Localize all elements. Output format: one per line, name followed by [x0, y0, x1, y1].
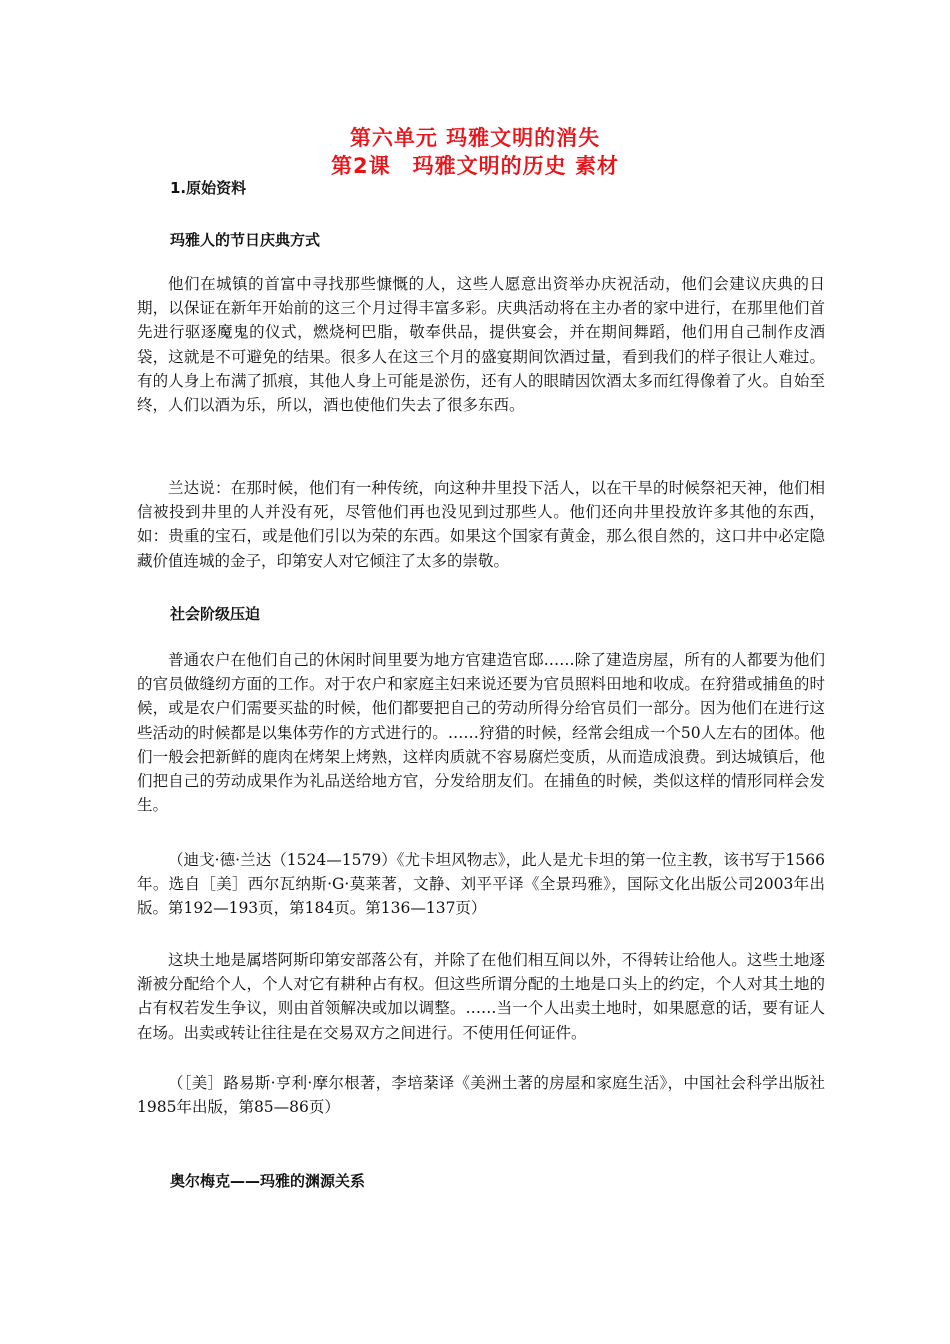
social-class-paragraph: 普通农户在他们自己的休闲时间里要为地方官建造官邸……除了建造房屋，所有的人都要为他们的官员做缝纫方面的工作。对于农户和家庭主妇来说还要为官员照料田地和收成。在狩猎或捕鱼的时候，或是农户们需要买盐的时候，他们都要把自己的劳动所得分给官员们一部分。因为他们在进行这些活动的时候都是以集体劳作的方式进行的。……狩猎的时候，经常会组成一个50人左右的团体。他们一般会把新鲜的鹿肉在烤架上烤熟，这样肉质就不容易腐烂变质，从而造成浪费。到达城镇后，他们把自己的劳动成果作为礼品送给地方官，分发给朋友们。在捕鱼的时候，类似这样的情形同样会发生。	[137, 651, 825, 815]
section-heading-olmec: 奥尔梅克——玛雅的渊源关系	[170, 1172, 366, 1190]
section-heading-primary-materials: 1.原始资料	[170, 179, 247, 197]
festival-paragraph-1: 他们在城镇的首富中寻找那些慷慨的人，这些人愿意出资举办庆祝活动，他们会建议庆典的日期，以保证在新年开始前的这三个月过得丰富多彩。庆典活动将在主办者的家中进行，在那里他们首先进行驱逐魔鬼的仪式，燃烧柯巴脂，敬奉供品，提供宴会，并在期间舞蹈，他们用自己制作皮酒袋，这就是不可避免的结果。很多人在这三个月的盛宴期间饮酒过量，看到我们的样子很让人难过。有的人身上布满了抓痕，其他人身上可能是淤伤，还有人的眼睛因饮酒太多而红得像着了火。自始至终，人们以酒为乐，所以，酒也使他们失去了很多东西。	[137, 275, 825, 415]
section-heading-festival: 玛雅人的节日庆典方式	[170, 231, 321, 249]
festival-paragraph-2: 兰达说：在那时候，他们有一种传统，向这种井里投下活人，以在干旱的时候祭祀天神，他们相信被投到井里的人并没有死，尽管他们再也没见到过那些人。他们还向井里投放许多其他的东西，如：贵重的宝石，或是他们引以为荣的东西。如果这个国家有黄金，那么很自然的，这口井中必定隐藏价值连城的金子，印第安人对它倾注了太多的崇敬。	[137, 479, 825, 570]
land-paragraph: 这块土地是属塔阿斯印第安部落公有，并除了在他们相互间以外，不得转让给他人。这些土地逐渐被分配给个人，个人对它有耕种占有权。但这些所谓分配的土地是口头上的约定，个人对其土地的占有权若发生争议，则由首领解决或加以调整。……当一个人出卖土地时，如果愿意的话，要有证人在场。出卖或转让往往是在交易双方之间进行。不使用任何证件。	[137, 951, 825, 1042]
section-heading-social-class: 社会阶级压迫	[170, 605, 261, 623]
unit-title: 第六单元 玛雅文明的消失	[349, 126, 601, 150]
lesson-title: 第2课 玛雅文明的历史 素材	[331, 154, 619, 178]
citation-morgan: （［美］路易斯·亨利·摩尔根著，李培棻译《美洲土著的房屋和家庭生活》，中国社会科学出版社1985年出版，第85—86页）	[137, 1074, 825, 1117]
citation-landa: （迪戈·德·兰达（1524—1579）《尤卡坦风物志》，此人是尤卡坦的第一位主教，该书写于1566年。选自［美］西尔瓦纳斯·G·莫莱著，文静、刘平平译《全景玛雅》，国际文化出版公司2003年出版。第192—193页，第184页。第136—137页）	[137, 851, 825, 918]
